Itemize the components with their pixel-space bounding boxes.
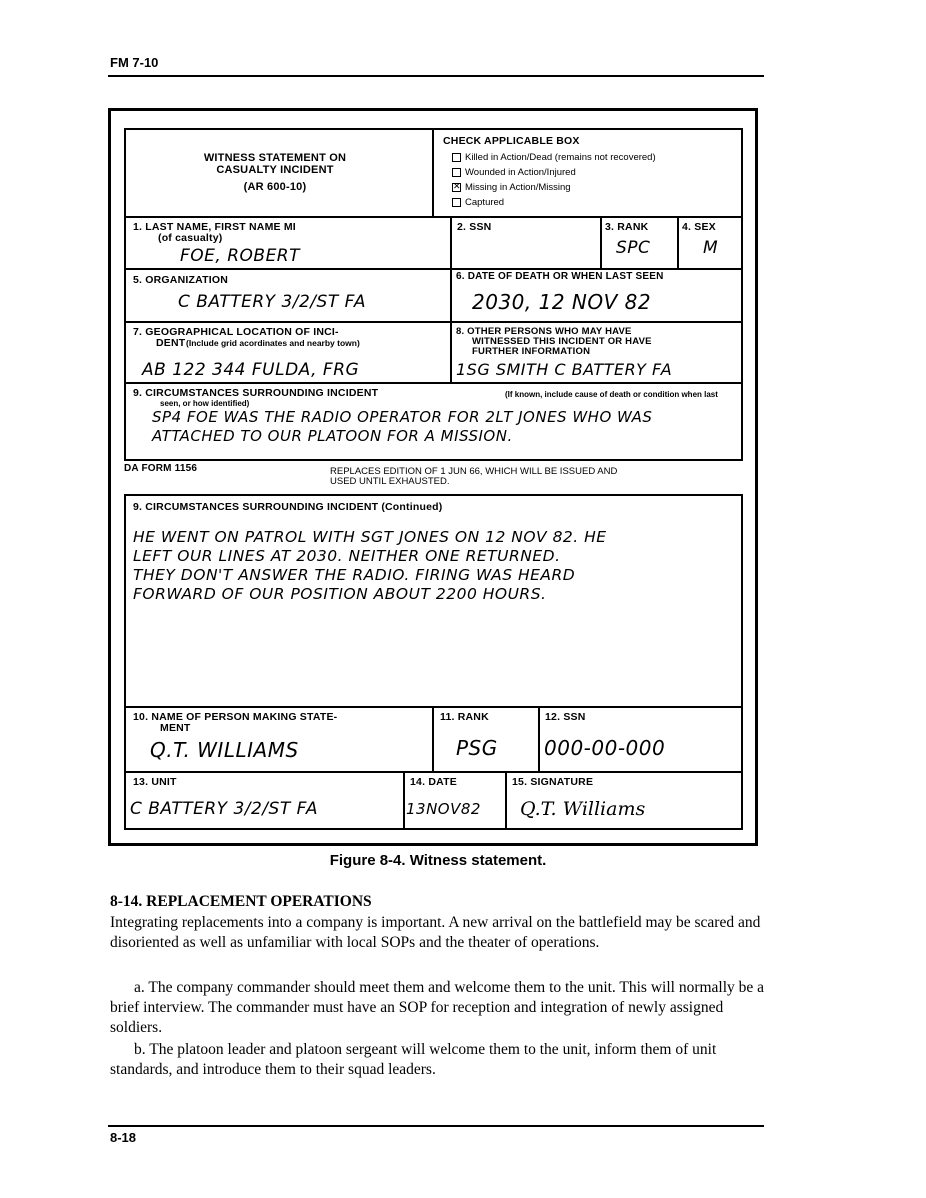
field-14-value[interactable]: 13NOV82 [406,800,481,818]
replaces-line-2: USED UNTIL EXHAUSTED. [330,476,450,487]
field-2-label: 2. SSN [457,221,492,233]
field-5-value[interactable]: C BATTERY 3/2/ST FA [178,292,367,312]
footer-rule [108,1125,764,1127]
field-13-label: 13. UNIT [133,776,177,788]
field-8-label-line-2: WITNESSED THIS INCIDENT OR HAVE [472,336,652,347]
form-regulation: (AR 600-10) [243,181,307,193]
checkbox-wounded[interactable] [452,168,461,177]
page-number: 8-18 [110,1130,137,1145]
field-9-continued-line-3[interactable]: THEY DON'T ANSWER THE RADIO. FIRING WAS HEARD [133,566,576,584]
section-paragraph-a: a. The company commander should meet them and welcome them to the unit. This will normally be a brief interview. The commander must have an SOP for reception and integration of newly assigned soldiers. [110,979,765,1036]
field-15-signature[interactable]: Q.T. Williams [520,798,646,820]
field-10-label-line-2: MENT [160,722,191,734]
field-15-label: 15. SIGNATURE [512,776,594,788]
checkbox-missing-label: Missing in Action/Missing [465,182,571,193]
field-7-sub: (Include grid acordinates and nearby town) [186,338,360,348]
form-title-line-2: CASUALTY INCIDENT [216,164,334,176]
field-7-value[interactable]: AB 122 344 FULDA, FRG [142,360,360,380]
field-9-continued-label: 9. CIRCUMSTANCES SURROUNDING INCIDENT (Continued) [133,501,443,513]
field-11-label: 11. RANK [440,711,489,723]
field-1-label: 1. LAST NAME, FIRST NAME MI [133,221,296,233]
figure-caption: Figure 8-4. Witness statement. [329,852,547,869]
field-9-line-1[interactable]: SP4 FOE WAS THE RADIO OPERATOR FOR 2LT JONES WHO WAS [152,408,653,426]
field-3-label: 3. RANK [605,221,649,233]
section-heading: 8-14. REPLACEMENT OPERATIONS [110,893,372,910]
checkbox-missing[interactable]: ✕ [453,182,461,192]
field-1-sub: (of casualty) [158,232,223,244]
field-10-label-line-1: 10. NAME OF PERSON MAKING STATE- [133,711,338,723]
section-paragraph-b: b. The platoon leader and platoon sergeant will welcome them to the unit, inform them of unit standards, and introduce them to their squad leaders. [110,1041,717,1078]
checkbox-wounded-label: Wounded in Action/Injured [465,167,576,178]
field-14-label: 14. DATE [410,776,457,788]
field-12-value[interactable]: 000-00-000 [544,736,666,760]
field-4-value[interactable]: M [703,238,719,258]
field-8-value[interactable]: 1SG SMITH C BATTERY FA [456,360,673,379]
field-6-label: 6. DATE OF DEATH OR WHEN LAST SEEN [456,271,664,282]
field-9-line-2[interactable]: ATTACHED TO OUR PLATOON FOR A MISSION. [152,427,513,445]
field-6-value[interactable]: 2030, 12 NOV 82 [472,290,652,314]
field-3-value[interactable]: SPC [616,238,651,258]
field-12-label: 12. SSN [545,711,586,723]
checkbox-captured-label: Captured [465,197,505,208]
field-9-sub: (If known, include cause of death or condition when last seen, or how identified) [160,390,718,408]
checkbox-killed-label: Killed in Action/Dead (remains not recovered) [465,152,656,163]
form-number: DA FORM 1156 [124,463,198,474]
header-rule [108,75,764,77]
check-title: CHECK APPLICABLE BOX [443,135,580,147]
field-8-label-line-3: FURTHER INFORMATION [472,346,591,357]
field-5-label: 5. ORGANIZATION [133,274,228,286]
field-11-value[interactable]: PSG [456,736,498,760]
checkbox-captured[interactable] [452,198,461,207]
field-8-label-line-1: 8. OTHER PERSONS WHO MAY HAVE [456,326,632,337]
section-paragraph-1: Integrating replacements into a company is important. A new arrival on the battlefield may be scared and disoriented as well as unfamiliar with local SOPs and the theater of operations. [110,914,761,951]
field-9-label: 9. CIRCUMSTANCES SURROUNDING INCIDENT [133,387,379,399]
field-4-label: 4. SEX [682,221,716,233]
field-7-label-line-1: 7. GEOGRAPHICAL LOCATION OF INCI- [133,326,339,338]
field-13-value[interactable]: C BATTERY 3/2/ST FA [130,799,319,819]
field-9-continued-line-1[interactable]: HE WENT ON PATROL WITH SGT JONES ON 12 NOV 82. HE [133,528,607,546]
replaces-line-1: REPLACES EDITION OF 1 JUN 66, WHICH WILL BE ISSUED AND [330,466,618,477]
header-code: FM 7-10 [110,55,159,70]
checkbox-killed[interactable] [452,153,461,162]
field-1-value[interactable]: FOE, ROBERT [180,246,301,266]
field-9-continued-line-2[interactable]: LEFT OUR LINES AT 2030. NEITHER ONE RETURNED. [133,547,561,565]
field-10-value[interactable]: Q.T. WILLIAMS [150,738,299,762]
field-9-continued-line-4[interactable]: FORWARD OF OUR POSITION ABOUT 2200 HOURS. [133,585,547,603]
field-7-label-line-2: DENT [156,337,186,349]
form-title-line-1: WITNESS STATEMENT ON [203,152,347,164]
